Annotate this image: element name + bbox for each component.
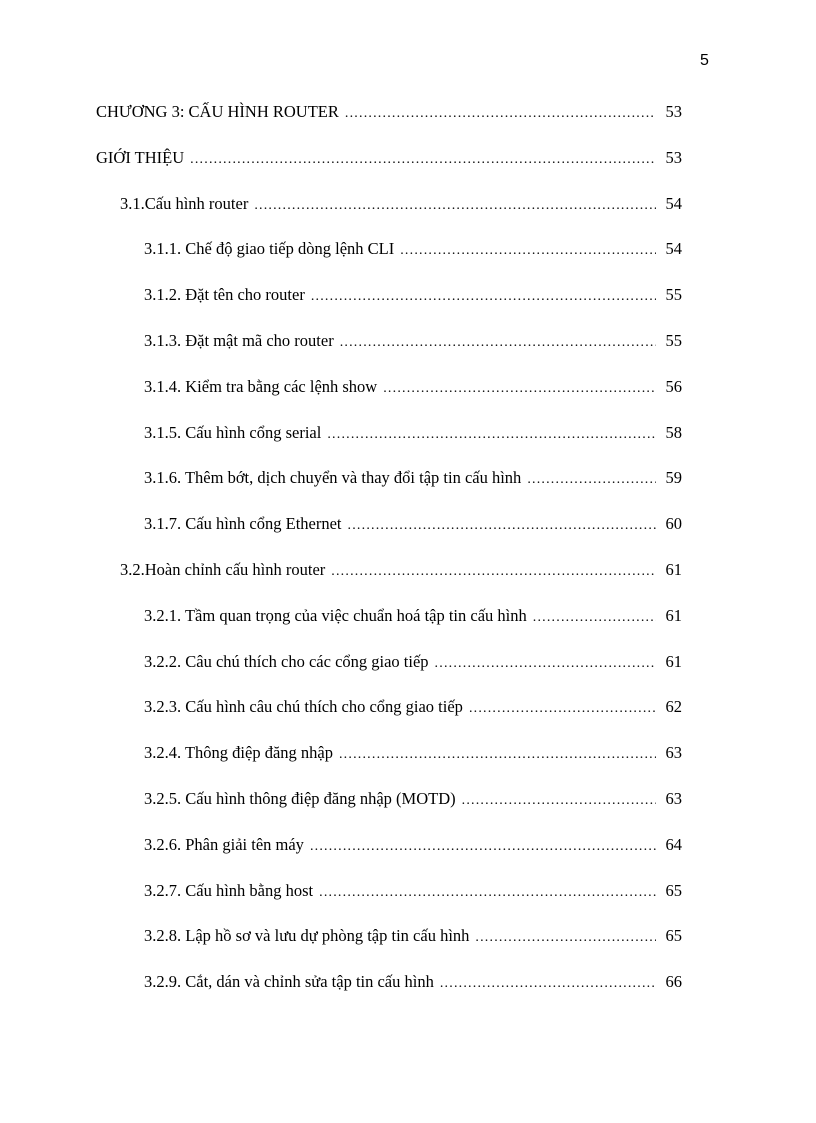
toc-entry-page: 54 <box>665 239 682 259</box>
toc-entry[interactable] <box>0 375 816 421</box>
toc-entry[interactable] <box>0 741 816 787</box>
toc-entry-title: 3.1.Cấu hình router <box>120 193 249 213</box>
toc-entry-title: CHƯƠNG 3: CẤU HÌNH ROUTER <box>96 102 339 121</box>
toc-entry-title: 3.1.2. Đặt tên cho router <box>144 285 305 305</box>
toc-dot-leader <box>190 148 656 172</box>
toc-entry-page: 66 <box>665 972 682 992</box>
toc-entry-title: 3.1.5. Cấu hình cổng serial <box>144 422 322 442</box>
toc-dot-leader <box>475 926 656 950</box>
toc-entry-page: 53 <box>665 147 682 167</box>
toc-entry[interactable] <box>0 100 816 146</box>
toc-entry-title: 3.2.1. Tầm quan trọng của việc chuẩn hoá tập tin cấu hình <box>144 605 527 625</box>
toc-dot-leader <box>254 194 656 218</box>
toc-entry-title: 3.2.6. Phân giải tên máy <box>144 834 304 854</box>
toc-entry[interactable] <box>0 787 816 833</box>
toc-entry[interactable] <box>0 146 816 192</box>
toc-entry-page: 61 <box>665 605 682 625</box>
toc-entry[interactable] <box>0 695 816 741</box>
toc-entry-title: 3.2.5. Cấu hình thông điệp đăng nhập (MOTD) <box>144 788 456 808</box>
toc-dot-leader <box>310 835 656 859</box>
toc-dot-leader <box>339 743 656 767</box>
toc-dot-leader <box>440 972 656 996</box>
toc-entry-title: 3.2.7. Cấu hình bằng host <box>144 880 314 900</box>
toc-dot-leader <box>527 468 656 492</box>
toc-entry[interactable] <box>0 466 816 512</box>
toc-entry-page: 61 <box>665 559 682 579</box>
toc-entry-page: 65 <box>665 880 682 900</box>
toc-entry[interactable] <box>0 604 816 650</box>
toc-entry[interactable] <box>0 970 816 1016</box>
toc-entry-title: 3.2.9. Cắt, dán và chỉnh sửa tập tin cấu hình <box>144 972 434 992</box>
table-of-contents <box>0 100 816 1016</box>
toc-entry[interactable] <box>0 421 816 467</box>
toc-entry-page: 59 <box>665 468 682 488</box>
toc-dot-leader <box>348 514 656 538</box>
toc-entry[interactable] <box>0 879 816 925</box>
page-number: 5 <box>700 52 709 69</box>
toc-entry-page: 56 <box>665 376 682 396</box>
toc-entry-title: 3.2.3. Cấu hình câu chú thích cho cổng giao tiếp <box>144 697 463 717</box>
toc-entry-page: 64 <box>665 834 682 854</box>
toc-dot-leader <box>345 102 656 126</box>
toc-dot-leader <box>533 606 656 630</box>
toc-entry-title: 3.1.6. Thêm bớt, dịch chuyển và thay đổi tập tin cấu hình <box>144 468 522 488</box>
toc-entry-title: 3.2.2. Câu chú thích cho các cổng giao tiếp <box>144 651 429 671</box>
toc-entry-title: 3.1.3. Đặt mật mã cho router <box>144 330 334 350</box>
toc-entry-title: 3.2.4. Thông điệp đăng nhập <box>144 743 333 763</box>
toc-entry-page: 55 <box>665 285 682 305</box>
toc-entry[interactable] <box>0 329 816 375</box>
toc-dot-leader <box>311 285 656 309</box>
toc-entry-page: 60 <box>665 514 682 534</box>
toc-dot-leader <box>462 789 656 813</box>
toc-entry-page: 58 <box>665 422 682 442</box>
toc-dot-leader <box>383 377 656 401</box>
toc-entry[interactable] <box>0 237 816 283</box>
toc-entry[interactable] <box>0 192 816 238</box>
toc-entry[interactable] <box>0 650 816 696</box>
toc-entry-title: GIỚI THIỆU <box>96 147 185 167</box>
toc-entry-title: 3.1.7. Cấu hình cổng Ethernet <box>144 514 342 534</box>
toc-entry-page: 61 <box>665 651 682 671</box>
toc-entry-page: 62 <box>665 697 682 717</box>
toc-entry[interactable] <box>0 283 816 329</box>
toc-entry[interactable] <box>0 924 816 970</box>
toc-entry[interactable] <box>0 558 816 604</box>
toc-entry[interactable] <box>0 512 816 558</box>
toc-entry-page: 53 <box>665 102 682 121</box>
toc-dot-leader <box>319 881 656 905</box>
toc-entry-title: 3.2.Hoàn chỉnh cấu hình router <box>120 559 326 579</box>
toc-entry[interactable] <box>0 833 816 879</box>
toc-dot-leader <box>400 239 656 263</box>
toc-entry-page: 65 <box>665 926 682 946</box>
toc-dot-leader <box>435 652 656 676</box>
toc-entry-title: 3.1.1. Chế độ giao tiếp dòng lệnh CLI <box>144 239 395 259</box>
toc-entry-title: 3.2.8. Lập hồ sơ và lưu dự phòng tập tin cấu hình <box>144 926 470 946</box>
toc-dot-leader <box>331 560 656 584</box>
toc-entry-page: 63 <box>665 788 682 808</box>
toc-dot-leader <box>327 423 656 447</box>
toc-entry-page: 55 <box>665 330 682 350</box>
toc-entry-page: 63 <box>665 743 682 763</box>
toc-entry-page: 54 <box>665 193 682 213</box>
toc-entry-title: 3.1.4. Kiểm tra bằng các lệnh show <box>144 376 378 396</box>
toc-dot-leader <box>340 331 656 355</box>
toc-dot-leader <box>469 697 656 721</box>
